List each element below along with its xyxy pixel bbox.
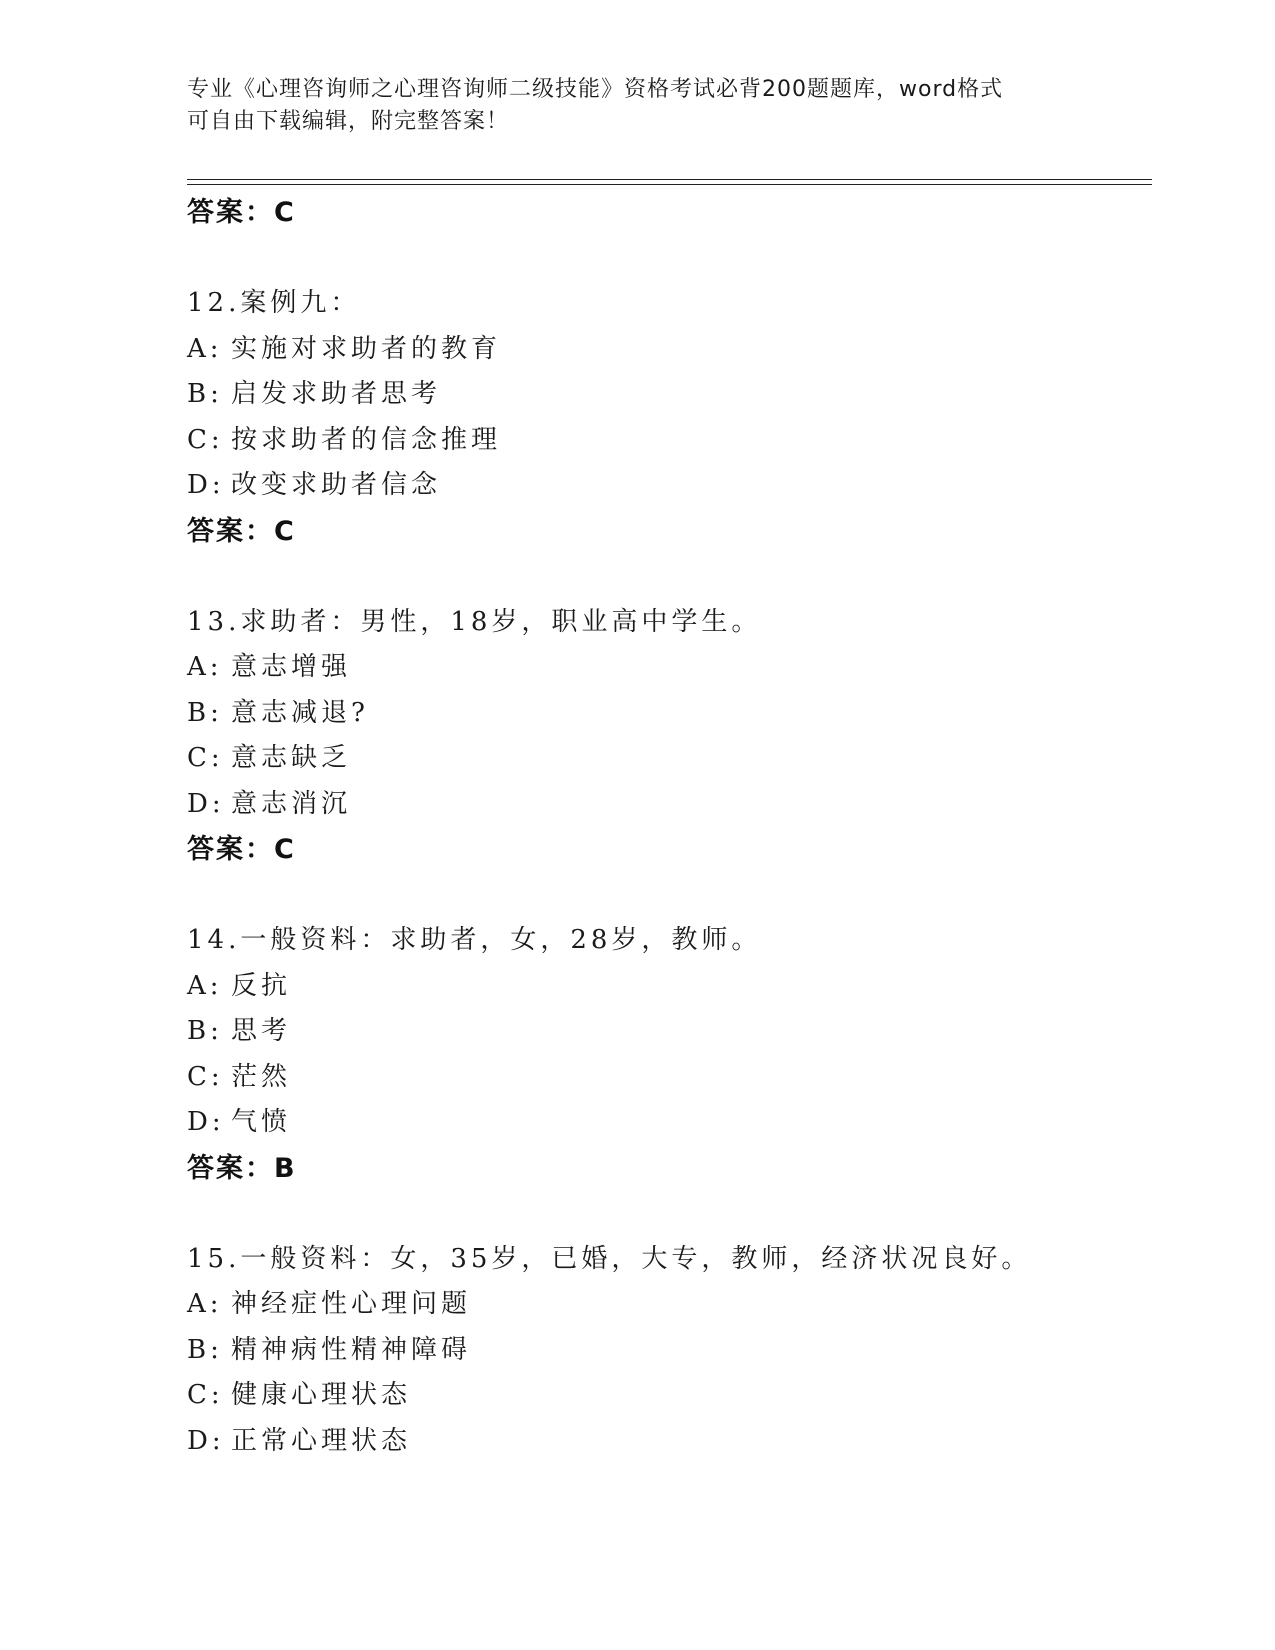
question-stem: 12.案例九： <box>187 288 361 318</box>
option-text: 启发求助者思考 <box>231 379 442 409</box>
option-a <box>187 1282 1147 1328</box>
option-b <box>187 372 1147 418</box>
option-d <box>187 1419 1147 1465</box>
option-d <box>187 782 1147 828</box>
answer-line: 答案：C <box>187 197 296 228</box>
option-text: 神经症性心理问题 <box>231 1289 472 1319</box>
option-text: 健康心理状态 <box>231 1380 412 1410</box>
option-a <box>187 964 1147 1010</box>
option-key: B: <box>187 1016 223 1046</box>
option-b <box>187 1328 1147 1374</box>
answer-line: 答案：C <box>187 515 296 547</box>
option-key: A: <box>187 652 223 682</box>
option-a <box>187 327 1147 373</box>
option-key: D: <box>187 470 225 500</box>
option-text: 茫然 <box>231 1061 292 1092</box>
option-d <box>187 1100 1147 1146</box>
header-line-2: 可自由下载编辑，附完整答案！ <box>187 109 510 134</box>
header-divider-bottom <box>187 184 1152 185</box>
option-a <box>187 645 1147 691</box>
option-c <box>187 418 1147 464</box>
option-text: 按求助者的信念推理 <box>231 424 502 455</box>
option-text: 意志增强 <box>231 652 352 682</box>
option-text: 意志消沉 <box>231 788 352 819</box>
option-text: 气愤 <box>231 1107 292 1137</box>
option-text: 实施对求助者的教育 <box>231 333 502 364</box>
option-text: 反抗 <box>231 970 292 1001</box>
option-key: B: <box>187 697 223 728</box>
option-key: B: <box>187 379 223 409</box>
option-c <box>187 1055 1147 1101</box>
spacer <box>187 236 1147 282</box>
option-key: A: <box>187 333 223 364</box>
option-c <box>187 1373 1147 1419</box>
page-header <box>187 74 1067 138</box>
option-key: D: <box>187 1107 225 1137</box>
option-b <box>187 691 1147 737</box>
option-d <box>187 463 1147 509</box>
option-b <box>187 1009 1147 1055</box>
question-stem: 13.求助者：男性，18岁，职业高中学生。 <box>187 606 762 637</box>
option-c <box>187 736 1147 782</box>
spacer <box>187 1191 1147 1237</box>
option-key: C: <box>187 1061 224 1092</box>
spacer <box>187 873 1147 919</box>
spacer <box>187 554 1147 600</box>
option-key: C: <box>187 424 224 455</box>
header-divider-top <box>187 179 1152 180</box>
question-stem: 15.一般资料：女，35岁，已婚，大专，教师，经济状况良好。 <box>187 1243 1032 1274</box>
option-key: A: <box>187 970 223 1001</box>
option-text: 正常心理状态 <box>231 1425 412 1456</box>
option-key: A: <box>187 1289 223 1319</box>
answer-line: 答案：B <box>187 1152 297 1184</box>
option-text: 意志缺乏 <box>231 743 352 773</box>
question-stem: 14.一般资料：求助者，女，28岁，教师。 <box>187 925 762 955</box>
option-key: D: <box>187 788 225 819</box>
option-text: 意志减退? <box>231 697 369 728</box>
option-text: 思考 <box>231 1016 292 1046</box>
option-key: C: <box>187 1380 224 1410</box>
question-list <box>187 190 1147 1464</box>
option-key: B: <box>187 1334 223 1365</box>
option-text: 改变求助者信念 <box>231 470 442 500</box>
answer-line: 答案：C <box>187 834 296 865</box>
header-line-1: 专业《心理咨询师之心理咨询师二级技能》资格考试必背200题题库，word格式 <box>187 77 1004 102</box>
option-key: C: <box>187 743 224 773</box>
option-text: 精神病性精神障碍 <box>231 1334 472 1365</box>
option-key: D: <box>187 1425 225 1456</box>
